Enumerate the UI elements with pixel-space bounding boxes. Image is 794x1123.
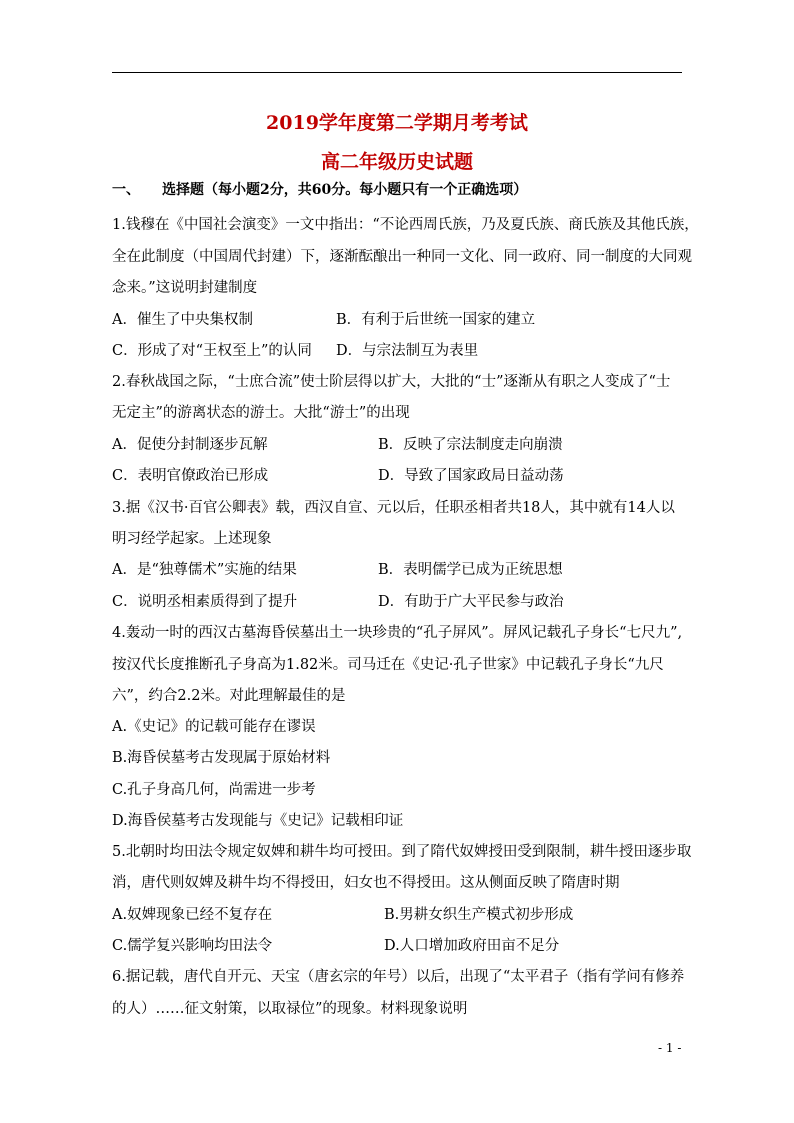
question-3-line-2: 明习经学起家。上述现象 [112, 531, 272, 547]
question-1-line-2: 全在此制度（中国周代封建）下，逐渐酝酿出一种同一文化、同一政府、同一制度的大同观 [112, 249, 692, 265]
question-1-option-b: B．有利于后世统一国家的建立 [336, 312, 536, 328]
section-heading [112, 179, 527, 199]
question-1-option-d: D．与宗法制互为表里 [336, 343, 479, 359]
question-4-option-c: C.孔子身高几何，尚需进一步考 [112, 782, 316, 798]
question-5-line-1: 5.北朝时均田法令规定奴婢和耕牛均可授田。到了隋代奴婢授田受到限制，耕牛授田逐步取 [112, 844, 692, 860]
question-5-line-2: 消，唐代则奴婢及耕牛均不得授田，妇女也不得授田。这从侧面反映了隋唐时期 [112, 875, 620, 891]
question-4-line-2: 按汉代长度推断孔子身高为1.82米。司马迁在《史记·孔子世家》中记载孔子身长“九尺 [112, 657, 664, 673]
question-6-line-2: 的人）……征文射策，以取禄位”的现象。材料现象说明 [112, 1001, 468, 1017]
question-6-line-1: 6.据记载，唐代自开元、天宝（唐玄宗的年号）以后，出现了“太平君子（指有学问有修养 [112, 969, 685, 985]
question-4-line-3: 六”，约合2.2米。对此理解最佳的是 [112, 688, 346, 704]
question-2-option-c: C．表明官僚政治已形成 [112, 468, 269, 484]
question-2-option-b: B．反映了宗法制度走向崩溃 [378, 437, 563, 453]
question-2-option-a: A．促使分封制逐步瓦解 [112, 437, 268, 453]
section-text: 选择题（每小题2分，共60分。每小题只有一个正确选项） [162, 182, 528, 198]
question-5-option-a: A.奴婢现象已经不复存在 [112, 907, 273, 923]
exam-title: 2019学年度第二学期月考考试 [266, 112, 528, 134]
question-3-line-1: 3.据《汉书·百官公卿表》载，西汉自宣、元以后，任职丞相者共18人，其中就有14人以 [112, 500, 675, 516]
question-3-option-c: C．说明丞相素质得到了提升 [112, 594, 298, 610]
question-4-option-b: B.海昏侯墓考古发现属于原始材料 [112, 750, 331, 766]
section-number: 一、 [112, 182, 140, 198]
question-5-option-b: B.男耕女织生产模式初步形成 [384, 907, 574, 923]
question-4-option-d: D.海昏侯墓考古发现能与《史记》记载相印证 [112, 813, 404, 829]
question-5-option-c: C.儒学复兴影响均田法令 [112, 938, 273, 954]
question-3-option-b: B．表明儒学已成为正统思想 [378, 562, 563, 578]
question-3-option-a: A．是“独尊儒术”实施的结果 [112, 562, 297, 578]
header-rule [112, 72, 682, 73]
question-4-line-1: 4.轰动一时的西汉古墓海昏侯墓出土一块珍贵的“孔子屏风”。屏风记载孔子身长“七尺九”, [112, 625, 683, 641]
question-3-option-d: D．有助于广大平民参与政治 [378, 594, 564, 610]
question-1-option-c: C．形成了对“王权至上”的认同 [112, 343, 312, 359]
exam-subtitle: 高二年级历史试题 [320, 151, 473, 173]
question-1-line-1: 1.钱穆在《中国社会演变》一文中指出：“不论西周氏族，乃及夏氏族、商氏族及其他氏族， [112, 217, 699, 233]
question-4-option-a: A.《史记》的记载可能存在谬误 [112, 719, 316, 735]
question-2-option-d: D．导致了国家政局日益动荡 [378, 468, 564, 484]
question-1-line-3: 念来。”这说明封建制度 [112, 280, 258, 296]
question-2-line-2: 无定主”的游离状态的游士。大批“游士”的出现 [112, 405, 410, 421]
question-1-option-a: A．催生了中央集权制 [112, 312, 253, 328]
question-2-line-1: 2.春秋战国之际，“士庶合流”使士阶层得以扩大，大批的“士”逐渐从有职之人变成了“士 [112, 374, 671, 390]
question-5-option-d: D.人口增加政府田亩不足分 [384, 938, 560, 954]
page-number: - 1 - [658, 1041, 682, 1055]
